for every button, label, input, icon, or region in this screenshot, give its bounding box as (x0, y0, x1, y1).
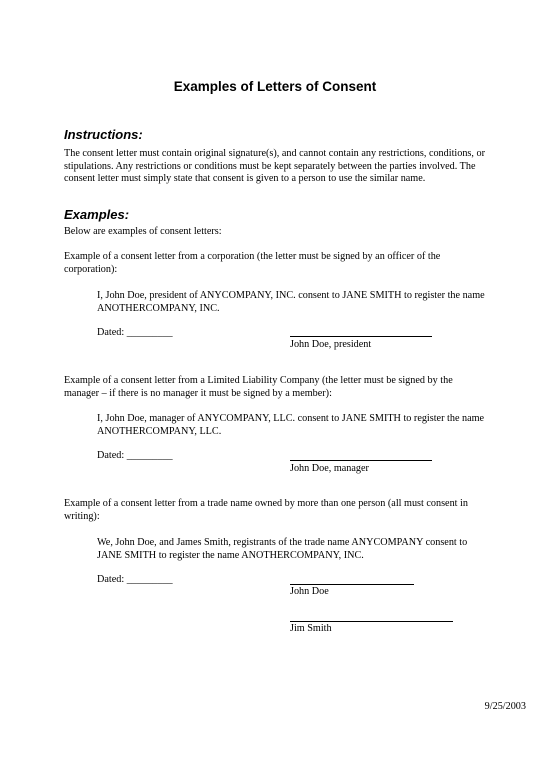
trade-name-description: Example of a consent letter from a trade name owned by more than one person (all must consent in writing): (64, 498, 468, 522)
corporation-description: Example of a consent letter from a corporation (the letter must be signed by an officer of the corporation): (64, 251, 441, 275)
trade-name-signature-line-1 (290, 584, 414, 585)
instructions-heading: Instructions: (64, 127, 143, 142)
instructions-text: The consent letter must contain original signature(s), and cannot contain any restrictions, conditions, or stipulations. Any restrictions or conditions must be kept separately between the parties involved. The consent letter must simply state that consent is given to a person to use the similar name. (64, 148, 485, 185)
document-title: Examples of Letters of Consent (173, 79, 377, 94)
trade-name-signature-line-2 (290, 621, 453, 622)
trade-name-letter: We, John Doe, and James Smith, registrants of the trade name ANYCOMPANY consent to JANE SMITH to register the name ANOTHERCOMPANY, INC. (97, 537, 468, 561)
llc-description: Example of a consent letter from a Limited Liability Company (the letter must be signed by the manager – if there is no manager it must be signed by a member): (64, 375, 453, 399)
corporation-letter: I, John Doe, president of ANYCOMPANY, INC. consent to JANE SMITH to register the name ANOTHERCOMPANY, INC. (97, 290, 485, 314)
examples-heading: Examples: (64, 207, 130, 222)
llc-signer: John Doe, manager (290, 463, 369, 474)
corporation-dated: Dated: _________ (97, 327, 173, 338)
footer-date: 9/25/2003 (484, 701, 526, 712)
examples-intro: Below are examples of consent letters: (64, 226, 222, 237)
corporation-signature-line (290, 336, 432, 337)
trade-name-dated: Dated: _________ (97, 574, 173, 585)
llc-signature-line (290, 460, 432, 461)
trade-name-signer-2: Jim Smith (290, 623, 332, 634)
corporation-signer: John Doe, president (290, 339, 372, 350)
llc-dated: Dated: _________ (97, 450, 173, 461)
trade-name-signer-1: John Doe (290, 586, 329, 597)
llc-letter: I, John Doe, manager of ANYCOMPANY, LLC. consent to JANE SMITH to register the name ANOTHERCOMPANY, LLC. (97, 413, 485, 437)
